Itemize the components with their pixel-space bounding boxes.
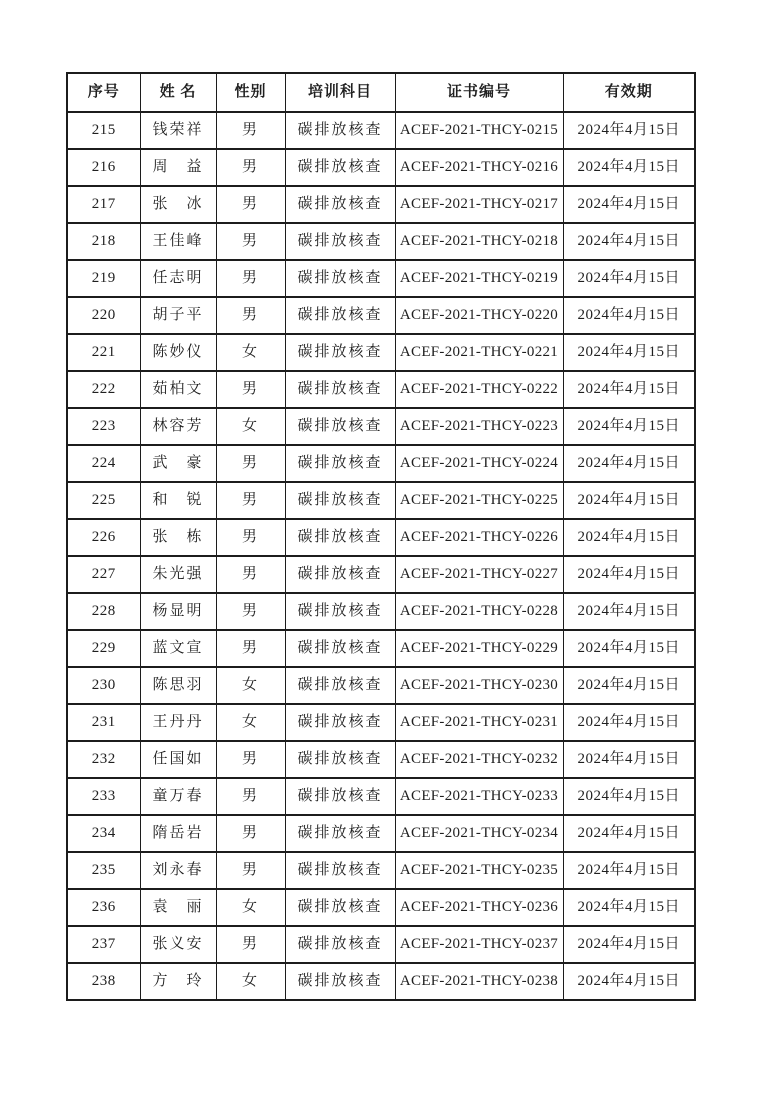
table-row — [67, 371, 695, 408]
cell-serial: 232 — [67, 741, 140, 778]
cell-certificate: ACEF-2021-THCY-0238 — [395, 963, 563, 1000]
cell-certificate: ACEF-2021-THCY-0227 — [395, 556, 563, 593]
cell-serial: 216 — [67, 149, 140, 186]
table-row — [67, 223, 695, 260]
cell-validity: 2024年4月15日 — [563, 889, 695, 926]
cell-subject: 碳排放核查 — [285, 186, 395, 223]
cell-certificate: ACEF-2021-THCY-0220 — [395, 297, 563, 334]
cell-certificate: ACEF-2021-THCY-0226 — [395, 519, 563, 556]
table-row — [67, 963, 695, 1000]
cell-serial: 226 — [67, 519, 140, 556]
table-row — [67, 260, 695, 297]
table-row — [67, 149, 695, 186]
cell-name: 张 栋 — [140, 519, 216, 556]
cell-serial: 223 — [67, 408, 140, 445]
cell-name: 陈妙仪 — [140, 334, 216, 371]
cell-subject: 碳排放核查 — [285, 667, 395, 704]
cell-subject: 碳排放核查 — [285, 778, 395, 815]
cell-subject: 碳排放核查 — [285, 926, 395, 963]
cell-subject: 碳排放核查 — [285, 297, 395, 334]
cell-certificate: ACEF-2021-THCY-0216 — [395, 149, 563, 186]
cell-certificate: ACEF-2021-THCY-0221 — [395, 334, 563, 371]
cell-subject: 碳排放核查 — [285, 112, 395, 149]
cell-serial: 234 — [67, 815, 140, 852]
cell-gender: 女 — [216, 704, 285, 741]
cell-subject: 碳排放核查 — [285, 371, 395, 408]
cell-subject: 碳排放核查 — [285, 704, 395, 741]
column-header-gender: 性别 — [216, 73, 285, 112]
cell-serial: 237 — [67, 926, 140, 963]
cell-gender: 女 — [216, 667, 285, 704]
cell-serial: 238 — [67, 963, 140, 1000]
table-row — [67, 482, 695, 519]
header-row — [67, 73, 695, 112]
cell-validity: 2024年4月15日 — [563, 963, 695, 1000]
table-row — [67, 741, 695, 778]
cell-gender: 男 — [216, 519, 285, 556]
cell-validity: 2024年4月15日 — [563, 815, 695, 852]
cell-serial: 218 — [67, 223, 140, 260]
column-header-certificate: 证书编号 — [395, 73, 563, 112]
column-header-serial: 序号 — [67, 73, 140, 112]
cell-subject: 碳排放核查 — [285, 741, 395, 778]
table-row — [67, 704, 695, 741]
cell-name: 和 锐 — [140, 482, 216, 519]
cell-validity: 2024年4月15日 — [563, 741, 695, 778]
cell-name: 袁 丽 — [140, 889, 216, 926]
table-row — [67, 926, 695, 963]
cell-subject: 碳排放核查 — [285, 852, 395, 889]
cell-subject: 碳排放核查 — [285, 445, 395, 482]
table-row — [67, 556, 695, 593]
cell-gender: 男 — [216, 186, 285, 223]
cell-serial: 224 — [67, 445, 140, 482]
cell-validity: 2024年4月15日 — [563, 186, 695, 223]
cell-gender: 男 — [216, 630, 285, 667]
cell-subject: 碳排放核查 — [285, 963, 395, 1000]
cell-name: 隋岳岩 — [140, 815, 216, 852]
cell-subject: 碳排放核查 — [285, 556, 395, 593]
cell-serial: 215 — [67, 112, 140, 149]
cell-validity: 2024年4月15日 — [563, 704, 695, 741]
cell-serial: 236 — [67, 889, 140, 926]
cell-subject: 碳排放核查 — [285, 630, 395, 667]
cell-name: 方 玲 — [140, 963, 216, 1000]
cell-validity: 2024年4月15日 — [563, 482, 695, 519]
cell-validity: 2024年4月15日 — [563, 112, 695, 149]
cell-serial: 235 — [67, 852, 140, 889]
cell-name: 任志明 — [140, 260, 216, 297]
cell-certificate: ACEF-2021-THCY-0223 — [395, 408, 563, 445]
cell-certificate: ACEF-2021-THCY-0215 — [395, 112, 563, 149]
cell-certificate: ACEF-2021-THCY-0225 — [395, 482, 563, 519]
cell-subject: 碳排放核查 — [285, 334, 395, 371]
cell-subject: 碳排放核查 — [285, 519, 395, 556]
cell-name: 林容芳 — [140, 408, 216, 445]
cell-validity: 2024年4月15日 — [563, 630, 695, 667]
cell-gender: 男 — [216, 556, 285, 593]
cell-gender: 男 — [216, 112, 285, 149]
cell-certificate: ACEF-2021-THCY-0231 — [395, 704, 563, 741]
table-row — [67, 408, 695, 445]
table-row — [67, 334, 695, 371]
cell-validity: 2024年4月15日 — [563, 556, 695, 593]
cell-serial: 230 — [67, 667, 140, 704]
cell-serial: 221 — [67, 334, 140, 371]
cell-certificate: ACEF-2021-THCY-0217 — [395, 186, 563, 223]
cell-subject: 碳排放核查 — [285, 815, 395, 852]
cell-serial: 222 — [67, 371, 140, 408]
cell-certificate: ACEF-2021-THCY-0233 — [395, 778, 563, 815]
cell-name: 张义安 — [140, 926, 216, 963]
cell-serial: 219 — [67, 260, 140, 297]
cell-certificate: ACEF-2021-THCY-0229 — [395, 630, 563, 667]
cell-validity: 2024年4月15日 — [563, 334, 695, 371]
cell-subject: 碳排放核查 — [285, 408, 395, 445]
cell-name: 童万春 — [140, 778, 216, 815]
cell-name: 刘永春 — [140, 852, 216, 889]
cell-name: 蓝文宣 — [140, 630, 216, 667]
cell-gender: 女 — [216, 963, 285, 1000]
table-row — [67, 519, 695, 556]
table-header — [67, 73, 695, 112]
table-row — [67, 852, 695, 889]
cell-gender: 男 — [216, 815, 285, 852]
cell-certificate: ACEF-2021-THCY-0234 — [395, 815, 563, 852]
table-body — [67, 112, 695, 1000]
cell-serial: 233 — [67, 778, 140, 815]
cell-serial: 231 — [67, 704, 140, 741]
cell-gender: 男 — [216, 371, 285, 408]
cell-certificate: ACEF-2021-THCY-0219 — [395, 260, 563, 297]
cell-name: 武 豪 — [140, 445, 216, 482]
cell-serial: 225 — [67, 482, 140, 519]
cell-certificate: ACEF-2021-THCY-0235 — [395, 852, 563, 889]
cell-certificate: ACEF-2021-THCY-0228 — [395, 593, 563, 630]
cell-name: 朱光强 — [140, 556, 216, 593]
cell-certificate: ACEF-2021-THCY-0232 — [395, 741, 563, 778]
cell-name: 任国如 — [140, 741, 216, 778]
table-row — [67, 593, 695, 630]
cell-gender: 男 — [216, 482, 285, 519]
cell-certificate: ACEF-2021-THCY-0237 — [395, 926, 563, 963]
cell-name: 茹柏文 — [140, 371, 216, 408]
cell-name: 张 冰 — [140, 186, 216, 223]
cell-validity: 2024年4月15日 — [563, 519, 695, 556]
cell-gender: 男 — [216, 445, 285, 482]
cell-gender: 男 — [216, 297, 285, 334]
column-header-subject: 培训科目 — [285, 73, 395, 112]
cell-subject: 碳排放核查 — [285, 223, 395, 260]
cell-gender: 男 — [216, 593, 285, 630]
cell-serial: 217 — [67, 186, 140, 223]
table-row — [67, 186, 695, 223]
cell-gender: 男 — [216, 852, 285, 889]
cell-name: 杨显明 — [140, 593, 216, 630]
cell-serial: 227 — [67, 556, 140, 593]
column-header-validity: 有效期 — [563, 73, 695, 112]
cell-validity: 2024年4月15日 — [563, 593, 695, 630]
table-row — [67, 815, 695, 852]
cell-subject: 碳排放核查 — [285, 260, 395, 297]
cell-gender: 女 — [216, 408, 285, 445]
cell-name: 陈思羽 — [140, 667, 216, 704]
cell-name: 王丹丹 — [140, 704, 216, 741]
cell-validity: 2024年4月15日 — [563, 408, 695, 445]
cell-subject: 碳排放核查 — [285, 593, 395, 630]
cell-validity: 2024年4月15日 — [563, 445, 695, 482]
cell-gender: 男 — [216, 926, 285, 963]
cell-subject: 碳排放核查 — [285, 482, 395, 519]
table-row — [67, 630, 695, 667]
cell-serial: 228 — [67, 593, 140, 630]
cell-serial: 220 — [67, 297, 140, 334]
cell-certificate: ACEF-2021-THCY-0224 — [395, 445, 563, 482]
table-row — [67, 112, 695, 149]
cell-validity: 2024年4月15日 — [563, 371, 695, 408]
cell-gender: 男 — [216, 149, 285, 186]
cell-validity: 2024年4月15日 — [563, 667, 695, 704]
cell-validity: 2024年4月15日 — [563, 778, 695, 815]
cell-subject: 碳排放核查 — [285, 889, 395, 926]
cell-gender: 男 — [216, 223, 285, 260]
table-row — [67, 667, 695, 704]
certificate-table — [66, 72, 696, 1001]
cell-name: 王佳峰 — [140, 223, 216, 260]
cell-name: 钱荣祥 — [140, 112, 216, 149]
cell-certificate: ACEF-2021-THCY-0222 — [395, 371, 563, 408]
column-header-name: 姓 名 — [140, 73, 216, 112]
cell-gender: 女 — [216, 889, 285, 926]
cell-validity: 2024年4月15日 — [563, 223, 695, 260]
cell-validity: 2024年4月15日 — [563, 260, 695, 297]
cell-name: 胡子平 — [140, 297, 216, 334]
cell-validity: 2024年4月15日 — [563, 149, 695, 186]
cell-gender: 男 — [216, 741, 285, 778]
cell-validity: 2024年4月15日 — [563, 852, 695, 889]
table-row — [67, 297, 695, 334]
cell-validity: 2024年4月15日 — [563, 926, 695, 963]
cell-certificate: ACEF-2021-THCY-0218 — [395, 223, 563, 260]
cell-serial: 229 — [67, 630, 140, 667]
cell-certificate: ACEF-2021-THCY-0236 — [395, 889, 563, 926]
table-row — [67, 778, 695, 815]
cell-validity: 2024年4月15日 — [563, 297, 695, 334]
cell-gender: 女 — [216, 334, 285, 371]
cell-gender: 男 — [216, 778, 285, 815]
table-row — [67, 889, 695, 926]
cell-gender: 男 — [216, 260, 285, 297]
cell-subject: 碳排放核查 — [285, 149, 395, 186]
table-row — [67, 445, 695, 482]
cell-name: 周 益 — [140, 149, 216, 186]
cell-certificate: ACEF-2021-THCY-0230 — [395, 667, 563, 704]
